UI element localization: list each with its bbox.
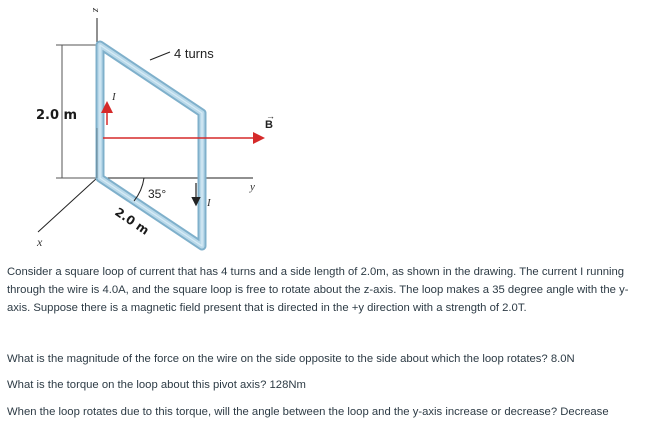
loop-diagram: [0, 0, 300, 260]
current-label-right: I: [207, 197, 211, 209]
question-force: What is the magnitude of the force on the wire on the side opposite to the side about which the loop rotates? 8.0N: [7, 353, 575, 365]
angle-label: 35°: [148, 187, 167, 201]
field-label: B: [265, 119, 273, 131]
current-label-left: I: [112, 91, 116, 103]
question-angle-change: When the loop rotates due to this torque, will the angle between the loop and the y-axis increase or decrease? Decrease: [7, 406, 609, 418]
height-label: 2.0 m: [36, 108, 78, 123]
x-axis-label: x: [37, 235, 43, 249]
question-torque: What is the torque on the loop about this pivot axis? 128Nm: [7, 379, 306, 391]
x-axis-line: [38, 178, 97, 232]
problem-statement: Consider a square loop of current that has 4 turns and a side length of 2.0m, as shown in the drawing. The current I running through the wire is 4.0A, and the square loop is free to rotate about the z-axis. The loop makes a 35 degree angle with the y-axis. Suppose there is a magnetic field present that is directed in the +y direction with a strength of 2.0T.: [7, 266, 629, 314]
y-axis-label: y: [250, 181, 255, 193]
turns-leader-line: [150, 52, 170, 60]
width-label: 2.0 m: [112, 204, 152, 238]
field-vector-hat: →: [266, 111, 275, 121]
z-axis-label: z: [90, 8, 102, 13]
turns-label: 4 turns: [174, 46, 214, 61]
